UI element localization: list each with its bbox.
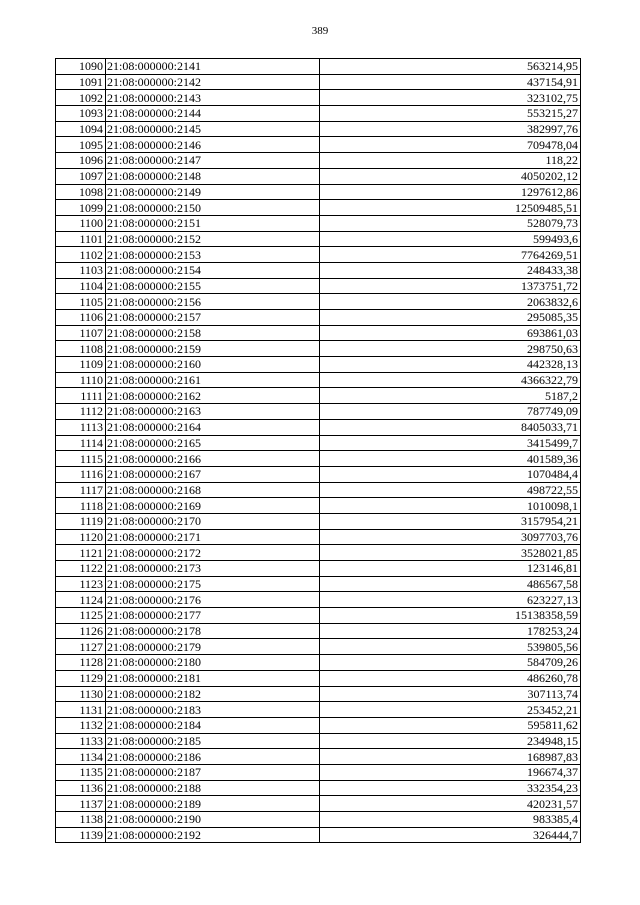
row-number-cell: 1101: [56, 231, 106, 247]
row-number-cell: 1123: [56, 576, 106, 592]
cadastral-number-cell: 21:08:000000:2163: [106, 404, 320, 420]
value-cell: 528079,73: [320, 215, 581, 231]
value-cell: 486260,78: [320, 670, 581, 686]
value-cell: 4050202,12: [320, 168, 581, 184]
value-cell: 584709,26: [320, 655, 581, 671]
table-row: [56, 357, 581, 373]
row-number-cell: 1099: [56, 200, 106, 216]
table-row: [56, 341, 581, 357]
row-number-cell: 1116: [56, 466, 106, 482]
value-cell: 3157954,21: [320, 513, 581, 529]
row-number-cell: 1093: [56, 106, 106, 122]
table-row: [56, 498, 581, 514]
value-cell: 4366322,79: [320, 372, 581, 388]
row-number-cell: 1098: [56, 184, 106, 200]
table-row: [56, 592, 581, 608]
row-number-cell: 1117: [56, 482, 106, 498]
row-number-cell: 1134: [56, 749, 106, 765]
cadastral-number-cell: 21:08:000000:2179: [106, 639, 320, 655]
table-row: [56, 749, 581, 765]
table-row: [56, 168, 581, 184]
table-row: [56, 812, 581, 828]
row-number-cell: 1125: [56, 608, 106, 624]
cadastral-number-cell: 21:08:000000:2183: [106, 702, 320, 718]
cadastral-number-cell: 21:08:000000:2169: [106, 498, 320, 514]
row-number-cell: 1094: [56, 121, 106, 137]
row-number-cell: 1097: [56, 168, 106, 184]
value-cell: 248433,38: [320, 262, 581, 278]
value-cell: 693861,03: [320, 325, 581, 341]
row-number-cell: 1136: [56, 780, 106, 796]
table-row: [56, 294, 581, 310]
cadastral-number-cell: 21:08:000000:2182: [106, 686, 320, 702]
row-number-cell: 1095: [56, 137, 106, 153]
cadastral-number-cell: 21:08:000000:2192: [106, 827, 320, 843]
row-number-cell: 1104: [56, 278, 106, 294]
cadastral-number-cell: 21:08:000000:2149: [106, 184, 320, 200]
table-row: [56, 137, 581, 153]
value-cell: 253452,21: [320, 702, 581, 718]
value-cell: 323102,75: [320, 90, 581, 106]
table-row: [56, 435, 581, 451]
value-cell: 3097703,76: [320, 529, 581, 545]
value-cell: 1373751,72: [320, 278, 581, 294]
table-row: [56, 278, 581, 294]
value-cell: 539805,56: [320, 639, 581, 655]
table-row: [56, 247, 581, 263]
cadastral-number-cell: 21:08:000000:2147: [106, 153, 320, 169]
table-row: [56, 372, 581, 388]
value-cell: 332354,23: [320, 780, 581, 796]
value-cell: 709478,04: [320, 137, 581, 153]
row-number-cell: 1128: [56, 655, 106, 671]
cadastral-number-cell: 21:08:000000:2189: [106, 796, 320, 812]
row-number-cell: 1135: [56, 764, 106, 780]
cadastral-number-cell: 21:08:000000:2146: [106, 137, 320, 153]
value-cell: 2063832,6: [320, 294, 581, 310]
value-cell: 326444,7: [320, 827, 581, 843]
cadastral-number-cell: 21:08:000000:2148: [106, 168, 320, 184]
value-cell: 12509485,51: [320, 200, 581, 216]
cadastral-number-cell: 21:08:000000:2152: [106, 231, 320, 247]
value-cell: 1297612,86: [320, 184, 581, 200]
table-row: [56, 466, 581, 482]
table-row: [56, 827, 581, 843]
table-row: [56, 262, 581, 278]
row-number-cell: 1139: [56, 827, 106, 843]
value-cell: 787749,09: [320, 404, 581, 420]
value-cell: 178253,24: [320, 623, 581, 639]
table-row: [56, 639, 581, 655]
row-number-cell: 1121: [56, 545, 106, 561]
row-number-cell: 1107: [56, 325, 106, 341]
table-row: [56, 106, 581, 122]
table-row: [56, 796, 581, 812]
table-row: [56, 90, 581, 106]
value-cell: 437154,91: [320, 74, 581, 90]
cadastral-number-cell: 21:08:000000:2158: [106, 325, 320, 341]
row-number-cell: 1127: [56, 639, 106, 655]
row-number-cell: 1113: [56, 419, 106, 435]
table-row: [56, 200, 581, 216]
table-row: [56, 686, 581, 702]
table-row: [56, 310, 581, 326]
cadastral-value-table: [55, 58, 581, 843]
value-cell: 1010098,1: [320, 498, 581, 514]
cadastral-number-cell: 21:08:000000:2142: [106, 74, 320, 90]
table-row: [56, 215, 581, 231]
cadastral-number-cell: 21:08:000000:2190: [106, 812, 320, 828]
cadastral-number-cell: 21:08:000000:2156: [106, 294, 320, 310]
cadastral-number-cell: 21:08:000000:2185: [106, 733, 320, 749]
row-number-cell: 1112: [56, 404, 106, 420]
table-row: [56, 576, 581, 592]
table-body: [56, 59, 581, 843]
cadastral-number-cell: 21:08:000000:2155: [106, 278, 320, 294]
cadastral-number-cell: 21:08:000000:2153: [106, 247, 320, 263]
table-row: [56, 764, 581, 780]
table-row: [56, 325, 581, 341]
cadastral-number-cell: 21:08:000000:2175: [106, 576, 320, 592]
value-cell: 295085,35: [320, 310, 581, 326]
row-number-cell: 1132: [56, 717, 106, 733]
cadastral-number-cell: 21:08:000000:2171: [106, 529, 320, 545]
row-number-cell: 1118: [56, 498, 106, 514]
cadastral-number-cell: 21:08:000000:2168: [106, 482, 320, 498]
table-row: [56, 702, 581, 718]
cadastral-number-cell: 21:08:000000:2177: [106, 608, 320, 624]
row-number-cell: 1096: [56, 153, 106, 169]
row-number-cell: 1105: [56, 294, 106, 310]
table-row: [56, 513, 581, 529]
row-number-cell: 1114: [56, 435, 106, 451]
cadastral-number-cell: 21:08:000000:2178: [106, 623, 320, 639]
table-row: [56, 717, 581, 733]
cadastral-number-cell: 21:08:000000:2164: [106, 419, 320, 435]
cadastral-number-cell: 21:08:000000:2166: [106, 451, 320, 467]
table-row: [56, 733, 581, 749]
cadastral-number-cell: 21:08:000000:2150: [106, 200, 320, 216]
value-cell: 298750,63: [320, 341, 581, 357]
table-row: [56, 545, 581, 561]
cadastral-number-cell: 21:08:000000:2157: [106, 310, 320, 326]
table-row: [56, 529, 581, 545]
value-cell: 563214,95: [320, 59, 581, 75]
cadastral-number-cell: 21:08:000000:2162: [106, 388, 320, 404]
cadastral-number-cell: 21:08:000000:2188: [106, 780, 320, 796]
row-number-cell: 1137: [56, 796, 106, 812]
value-cell: 5187,2: [320, 388, 581, 404]
cadastral-number-cell: 21:08:000000:2176: [106, 592, 320, 608]
value-cell: 168987,83: [320, 749, 581, 765]
row-number-cell: 1108: [56, 341, 106, 357]
row-number-cell: 1109: [56, 357, 106, 373]
value-cell: 401589,36: [320, 451, 581, 467]
row-number-cell: 1092: [56, 90, 106, 106]
cadastral-number-cell: 21:08:000000:2172: [106, 545, 320, 561]
cadastral-number-cell: 21:08:000000:2143: [106, 90, 320, 106]
value-cell: 420231,57: [320, 796, 581, 812]
cadastral-number-cell: 21:08:000000:2187: [106, 764, 320, 780]
cadastral-number-cell: 21:08:000000:2165: [106, 435, 320, 451]
value-cell: 623227,13: [320, 592, 581, 608]
cadastral-number-cell: 21:08:000000:2186: [106, 749, 320, 765]
row-number-cell: 1129: [56, 670, 106, 686]
table-row: [56, 482, 581, 498]
value-cell: 8405033,71: [320, 419, 581, 435]
cadastral-number-cell: 21:08:000000:2180: [106, 655, 320, 671]
table-row: [56, 451, 581, 467]
value-cell: 3528021,85: [320, 545, 581, 561]
cadastral-number-cell: 21:08:000000:2144: [106, 106, 320, 122]
cadastral-number-cell: 21:08:000000:2181: [106, 670, 320, 686]
row-number-cell: 1091: [56, 74, 106, 90]
table-row: [56, 419, 581, 435]
table-row: [56, 121, 581, 137]
row-number-cell: 1122: [56, 561, 106, 577]
value-cell: 123146,81: [320, 561, 581, 577]
cadastral-number-cell: 21:08:000000:2161: [106, 372, 320, 388]
table-row: [56, 74, 581, 90]
value-cell: 595811,62: [320, 717, 581, 733]
row-number-cell: 1111: [56, 388, 106, 404]
value-cell: 7764269,51: [320, 247, 581, 263]
cadastral-number-cell: 21:08:000000:2160: [106, 357, 320, 373]
table-row: [56, 655, 581, 671]
cadastral-number-cell: 21:08:000000:2184: [106, 717, 320, 733]
cadastral-number-cell: 21:08:000000:2154: [106, 262, 320, 278]
cadastral-number-cell: 21:08:000000:2173: [106, 561, 320, 577]
row-number-cell: 1133: [56, 733, 106, 749]
row-number-cell: 1126: [56, 623, 106, 639]
row-number-cell: 1100: [56, 215, 106, 231]
page-number: 389: [311, 25, 329, 37]
row-number-cell: 1102: [56, 247, 106, 263]
row-number-cell: 1130: [56, 686, 106, 702]
table-row: [56, 404, 581, 420]
row-number-cell: 1138: [56, 812, 106, 828]
value-cell: 599493,6: [320, 231, 581, 247]
value-cell: 307113,74: [320, 686, 581, 702]
table-row: [56, 231, 581, 247]
cadastral-number-cell: 21:08:000000:2151: [106, 215, 320, 231]
row-number-cell: 1120: [56, 529, 106, 545]
value-cell: 553215,27: [320, 106, 581, 122]
value-cell: 983385,4: [320, 812, 581, 828]
value-cell: 234948,15: [320, 733, 581, 749]
row-number-cell: 1115: [56, 451, 106, 467]
table-row: [56, 59, 581, 75]
table-row: [56, 388, 581, 404]
table-row: [56, 184, 581, 200]
value-cell: 486567,58: [320, 576, 581, 592]
cadastral-number-cell: 21:08:000000:2170: [106, 513, 320, 529]
cadastral-number-cell: 21:08:000000:2141: [106, 59, 320, 75]
table-row: [56, 623, 581, 639]
row-number-cell: 1131: [56, 702, 106, 718]
row-number-cell: 1090: [56, 59, 106, 75]
cadastral-number-cell: 21:08:000000:2159: [106, 341, 320, 357]
table-row: [56, 153, 581, 169]
table-row: [56, 780, 581, 796]
value-cell: 118,22: [320, 153, 581, 169]
row-number-cell: 1110: [56, 372, 106, 388]
value-cell: 382997,76: [320, 121, 581, 137]
table-row: [56, 670, 581, 686]
value-cell: 15138358,59: [320, 608, 581, 624]
value-cell: 498722,55: [320, 482, 581, 498]
cadastral-number-cell: 21:08:000000:2145: [106, 121, 320, 137]
value-cell: 1070484,4: [320, 466, 581, 482]
value-cell: 196674,37: [320, 764, 581, 780]
row-number-cell: 1119: [56, 513, 106, 529]
value-cell: 442328,13: [320, 357, 581, 373]
table-row: [56, 608, 581, 624]
row-number-cell: 1106: [56, 310, 106, 326]
row-number-cell: 1124: [56, 592, 106, 608]
value-cell: 3415499,7: [320, 435, 581, 451]
cadastral-number-cell: 21:08:000000:2167: [106, 466, 320, 482]
row-number-cell: 1103: [56, 262, 106, 278]
table-row: [56, 561, 581, 577]
